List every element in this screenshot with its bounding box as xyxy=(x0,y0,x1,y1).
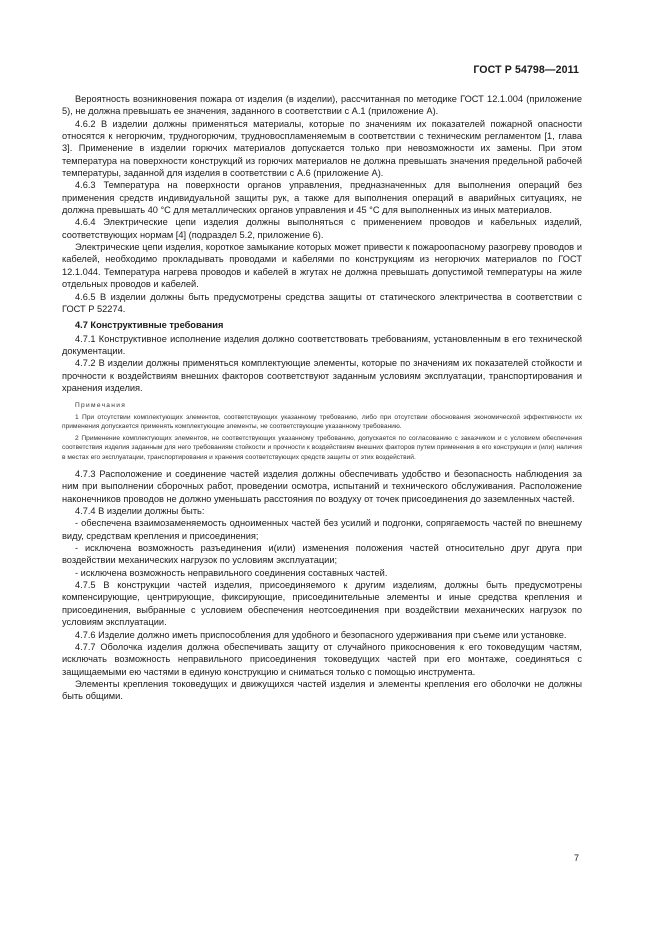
paragraph-4-7-6: 4.7.6 Изделие должно иметь приспособления для удобного и безопасного удерживания при съеме или установке. xyxy=(75,629,567,640)
list-item-interchangeability: - обеспечена взаимозаменяемость одноименных частей без усилий и подгонки, сопрягаемость частей по внешнему виду, средствам крепления и присоединения; xyxy=(62,518,582,541)
note-item-2: 2 Применение комплектующих элементов, не соответствующих указанному требованию, допускается по согласованию с заказчиком и с условием обеспечения соответствия изделия заданным для него требованиям стойкости и прочности к воздействиям внешних факторов путем применения в его конструкции и (или) наличия в местах его эксплуатации, транспортирования и хранения соответствующих средств защиты от этих воздействий. xyxy=(62,435,582,461)
notes-label: Примечания xyxy=(75,402,127,410)
list-item-wrong-connection: - исключена возможность неправильного соединения составных частей. xyxy=(75,567,388,578)
paragraph-4-7-1: 4.7.1 Конструктивное исполнение изделия должно соответствовать требованиям, установленным в его технической документации. xyxy=(62,333,582,356)
paragraph-fastening-elements: Элементы крепления токоведущих и движущихся частей изделия и элементы крепления его оболочки не должны быть общими. xyxy=(62,678,582,702)
note-item-1: 1 При отсутствии комплектующих элементов, соответствующих указанному требованию, либо при отсутствии обоснования экономической эффективности их применения допускается применять комплектующие элементы, не соответствующие указанному требованию. xyxy=(62,413,582,430)
paragraph-4-7-3: 4.7.3 Расположение и соединение частей изделия должны обеспечивать удобство и безопасность наблюдения за ним при выполнении сборочных работ, проведении осмотра, испытаний и технического обслуживания. Расположение наконечников проводов не должно уменьшать расстояния по воздуху от точек присоединения до заземленных частей. xyxy=(62,469,582,504)
standard-header: ГОСТ Р 54798—2011 xyxy=(473,64,579,76)
page-number: 7 xyxy=(573,853,579,863)
paragraph-4-7-5: 4.7.5 В конструкции частей изделия, присоединяемого к другим изделиям, должны быть предусмотрены компенсирующие, центрирующие, фиксирующие, присоединительные элементы и иные средства крепления и присоединения, выбранные с условием обеспечения неотсоединения при воздействии механических нагрузок по условиям эксплуатации. xyxy=(62,580,582,628)
paragraph-4-7-7: 4.7.7 Оболочка изделия должна обеспечивать защиту от случайного прикосновения к его токоведущим частям, исключать возможность неправильного присоединения токоведущих частей при его монтаже, соединяться с защищаемыми ею частями в единую конструкцию и сниматься только с помощью инструмента. xyxy=(62,641,582,677)
paragraph-4-6-3: 4.6.3 Температура на поверхности органов управления, предназначенных для выполнения операций без применения средств индивидуальной защиты рук, а также для выполнения операций в аварийных ситуациях, не должна превышать 40 °С для металлических органов управления и 45 °С для выполненных из иных материалов. xyxy=(62,180,582,216)
document-body xyxy=(62,93,582,703)
paragraph-4-6-2: 4.6.2 В изделии должны применяться материалы, которые по значениям их показателей пожарной опасности относятся к негорючим, трудногорючим, трудновоспламеняемым в соответствии с техническим регламентом [1, глава 3]. Применение в изделии горючих материалов допускается только при невозможности их замены. При этом температура на поверхности конструкций из горючих материалов не должна превышать значения предельной рабочей температуры, заданной для изделия в соответствии с А.6 (приложение А). xyxy=(62,118,582,179)
paragraph-4-7-4: 4.7.4 В изделии должны быть: xyxy=(75,506,205,517)
paragraph-4-6-4: 4.6.4 Электрические цепи изделия должны выполняться с применением проводов и кабельных изделий, соответствующих нормам [4] (подраздел 5.2, приложение 6). xyxy=(62,217,582,240)
paragraph-4-7-2: 4.7.2 В изделии должны применяться комплектующие элементы, которые по значениям их показателей стойкости и прочности к воздействиям внешних факторов соответствуют заданным условиям эксплуатации, транспортирования и хранения изделия. xyxy=(62,358,582,393)
section-heading-4-7: 4.7 Конструктивные требования xyxy=(75,320,224,331)
list-item-disconnection: - исключена возможность разъединения и(или) изменения положения частей относительно друг друга при воздействии механических нагрузок по условиям эксплуатации; xyxy=(62,543,582,566)
notes-block xyxy=(62,401,582,462)
paragraph-4-6-5: 4.6.5 В изделии должны быть предусмотрены средства защиты от статического электричества в соответствии с ГОСТ Р 52274. xyxy=(62,291,582,314)
paragraph-fire-probability: Вероятность возникновения пожара от изделия (в изделии), рассчитанная по методике ГОСТ 12.1.004 (приложение 5), не должна превышать ее значения, заданного в соответствии с А.1 (приложение А). xyxy=(62,94,582,117)
paragraph-electric-circuits: Электрические цепи изделия, короткое замыкание которых может привести к пожароопасному разогреву проводов и кабелей, необходимо прокладывать проводами и кабелями по конструкциям из негорючих материалов по ГОСТ 12.1.044. Температура нагрева проводов и кабелей в жгутах не должна превышать допустимой температуры на жиле отдельных проводов и кабелей. xyxy=(62,242,582,290)
